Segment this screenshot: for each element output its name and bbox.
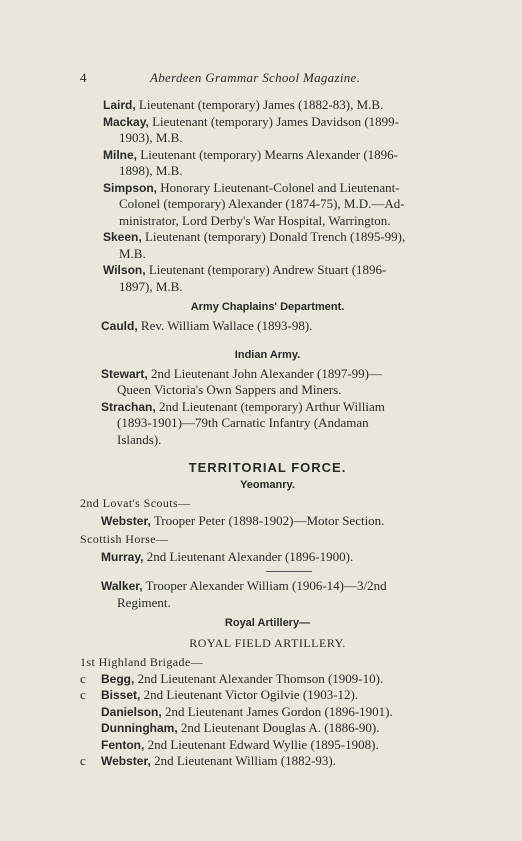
entry-name: Simpson, [103,180,158,195]
entry-cauld [80,318,455,335]
entry-continuation: Queen Victoria's Own Sappers and Miners. [117,382,342,397]
entry-skeen [80,229,455,262]
entry-text: 2nd Lieutenant Alexander (1896-1900). [143,548,354,564]
entry-walker [80,578,455,611]
section-heading-indian-army: Indian Army. [234,349,301,361]
subheading-yeomanry: Yeomanry. [240,478,295,491]
entry-continuation: 1898), M.B. [119,163,183,178]
entry-continuation: Islands). [117,431,162,447]
entry-name: Walker, [101,579,143,593]
entry-simpson [80,180,455,230]
unit-scottish-horse: Scottish Horse— [80,532,169,546]
entry-name: Webster, [101,513,151,528]
entry-stewart [80,366,455,399]
entry-continuation: Colonel (temporary) Alexander (1874-75), M.D.—Ad- [119,196,405,211]
entry-name: Danielson, [101,704,162,719]
entry-name: Murray, [101,549,144,564]
entry-text: 2nd Lieutenant (temporary) Arthur William [155,398,385,414]
section-divider [266,571,312,572]
entry-name: Webster, [101,754,151,768]
entry-text: Trooper Peter (1898-1902)—Motor Section. [150,512,385,528]
entry-text: 2nd Lieutenant John Alexander (1897-99)— [147,365,382,381]
entry-name: Bisset, [101,688,141,702]
entry-continuation: (1893-1901)—79th Carnatic Infantry (Andaman [117,415,369,430]
entry-webster-peter [80,513,455,530]
entry-text: 2nd Lieutenant Douglas A. (1886-90). [177,720,380,735]
entry-text: 2nd Lieutenant Edward Wyllie (1895-1908). [144,736,379,752]
entry-mackay [80,114,455,147]
entry-name: Fenton, [101,737,145,752]
section-heading-army-chaplains: Army Chaplains' Department. [190,301,345,313]
entry-name: Stewart, [101,366,148,381]
entry-text: Rev. William Wallace (1893-98). [137,317,313,333]
entry-name: Milne, [103,147,138,162]
page-content [80,97,455,770]
entry-name: Strachan, [101,399,156,414]
entry-wilson [80,262,455,295]
section-heading-territorial-force: TERRITORIAL FORCE. [188,460,347,475]
entry-text: Lieutenant (temporary) Andrew Stuart (1896- [145,262,387,277]
list-item [80,671,455,688]
entry-name: Wilson, [103,263,146,277]
entry-name: Cauld, [101,318,138,333]
entry-laird [80,97,455,114]
brigade-list [80,671,455,770]
entry-name: Dunningham, [101,721,178,735]
entry-text: Lieutenant (temporary) James (1882-83), M.B. [135,97,384,112]
entry-continuation: ministrator, Lord Derby's War Hospital, Warrington. [119,212,391,228]
entry-name: Skeen, [103,230,142,244]
list-item [80,704,455,721]
entry-text: 2nd Lieutenant Victor Ogilvie (1903-12). [140,687,359,702]
entry-text: 2nd Lieutenant Alexander Thomson (1909-10). [134,670,384,686]
entry-murray [80,549,455,566]
entry-text: Trooper Alexander William (1906-14)—3/2nd [142,578,387,593]
list-item [80,687,455,704]
entry-continuation: 1903), M.B. [119,130,183,145]
entry-text: Lieutenant (temporary) Donald Trench (1895-99), [141,229,406,244]
entry-continuation: M.B. [119,245,146,261]
entry-name: Mackay, [103,114,149,129]
magazine-title: Aberdeen Grammar School Magazine. [150,70,361,85]
subheading-royal-artillery: Royal Artillery— [224,617,311,629]
list-item [80,720,455,737]
entry-name: Begg, [101,671,135,686]
unit-lovats-scouts: 2nd Lovat's Scouts— [80,496,191,510]
running-header [80,70,460,90]
entry-text: Lieutenant (temporary) Mearns Alexander (1896- [137,146,398,162]
page-number: 4 [80,70,87,85]
list-item [80,737,455,754]
entry-continuation: Regiment. [117,594,171,610]
entry-text: 2nd Lieutenant William (1882-93). [150,753,336,768]
entry-marker: c [80,670,86,686]
entry-milne [80,147,455,180]
entry-name: Laird, [103,98,136,112]
list-item [80,753,455,770]
unit-highland-brigade: 1st Highland Brigade— [80,655,204,669]
entry-continuation: 1897), M.B. [119,278,183,294]
subheading-royal-field-artillery: ROYAL FIELD ARTILLERY. [189,635,346,650]
entry-marker: c [80,687,86,702]
entry-strachan [80,399,455,449]
entry-text: Honorary Lieutenant-Colonel and Lieutenant- [157,179,400,195]
entry-marker: c [80,753,86,768]
entry-text: 2nd Lieutenant James Gordon (1896-1901). [161,703,393,719]
entry-text: Lieutenant (temporary) James Davidson (1899- [148,113,399,129]
